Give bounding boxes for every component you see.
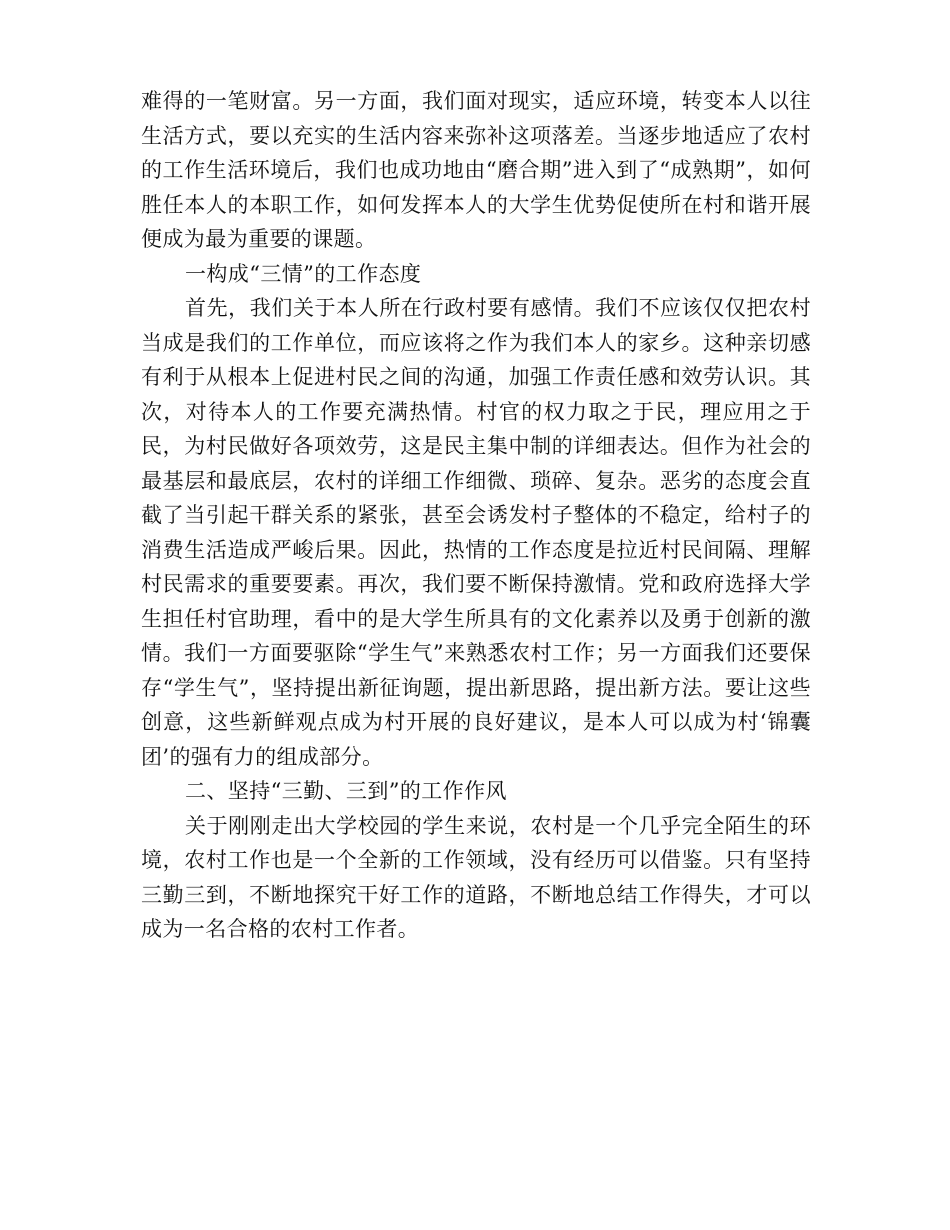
- paragraph-continued-text: 难得的一笔财富。另一方面，我们面对现实，适应环境，转变本人以往生活方式，要以充实的生活内容来弥补这项落差。当逐步地适应了农村的工作生活环境后，我们也成功地由“磨合期”进入到了“成熟期”，如何胜任本人的本职工作，如何发挥本人的大学生优势促使所在村和谐开展便成为最为重要的课题。: [141, 89, 811, 251]
- section-heading-two: 二、坚持“三勤、三到”的工作作风: [185, 779, 507, 803]
- paragraph-attitude-text: 首先，我们关于本人所在行政村要有感情。我们不应该仅仅把农村当成是我们的工作单位，而应该将之作为我们本人的家乡。这种亲切感有利于从根本上促进村民之间的沟通，加强工作责任感和效劳认识。其次，对待本人的工作要充满热情。村官的权力取之于民，理应用之于民，为村民做好各项效劳，这是民主集中制的详细表达。但作为社会的最基层和最底层，农村的详细工作细微、琐碎、复杂。恶劣的态度会直截了当引起干群关系的紧张，甚至会诱发村子整体的不稳定，给村子的消费生活造成严峻后果。因此，热情的工作态度是拉近村民间隔、理解村民需求的重要要素。再次，我们要不断保持激情。党和政府选择大学生担任村官助理，看中的是大学生所具有的文化素养以及勇于创新的激情。我们一方面要驱除“学生气”来熟悉农村工作；另一方面我们还要保存“学生气”，坚持提出新征询题，提出新思路，提出新方法。要让这些创意，这些新鲜观点成为村开展的良好建议，是本人可以成为村‘锦囊团’的强有力的组成部分。: [141, 296, 811, 769]
- section-heading-one: 一构成“三情”的工作态度: [185, 261, 422, 286]
- document-body: [141, 84, 811, 947]
- paragraph-work-style-text: 关于刚刚走出大学校园的学生来说，农村是一个几乎完全陌生的环境，农村工作也是一个全新的工作领域，没有经历可以借鉴。只有坚持三勤三到，不断地探究干好工作的道路，不断地总结工作得失，才可以成为一名合格的农村工作者。: [141, 813, 811, 941]
